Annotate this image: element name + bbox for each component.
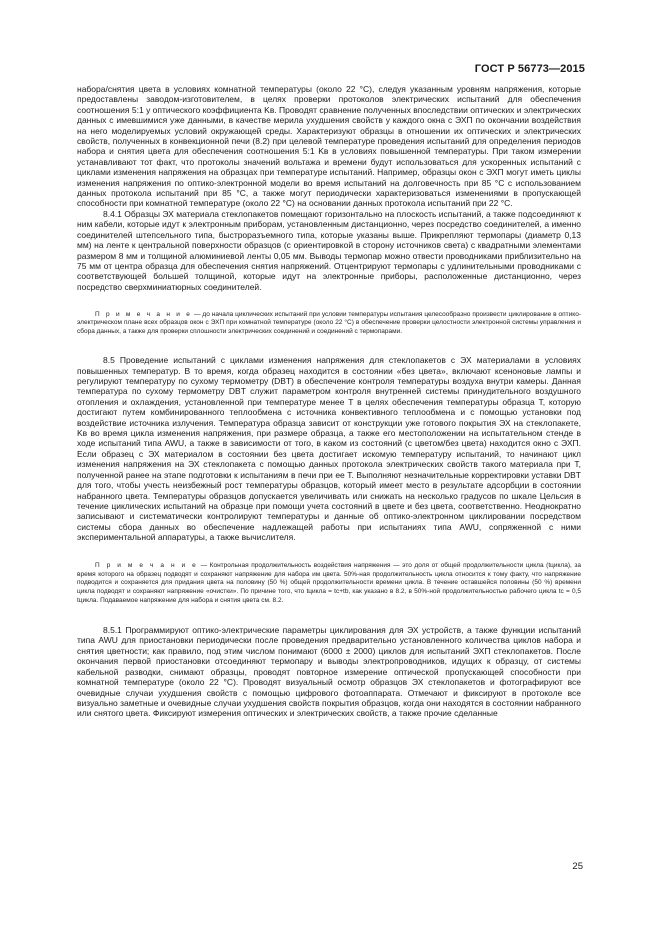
document-body (77, 84, 581, 719)
paragraph-8-4-1: 8.4.1 Образцы ЭХ материала стеклопакетов помещают горизонтально на плоскость испытаний, а также подсоединяют к ним кабели, которые идут к электронным приборам, установленным дистанционно, через посредство соединителей, а именно соединителей штепсельного типа, быстроразъемного типа, которые указаны выше. Прикрепляют термопары (диаметр 0,13 мм) на ленте к центральной поверхности образцов (с ориентировкой в сторону источников света) с квадратными элементами размером 8 мм и толщиной алюминиевой ленты 0,05 мм. Выводы термопар можно отвести проводниками приблизительно на 75 мм от центра образца для обеспечения снятия напряжений. Отцентрируют термопары с удлинительными проводниками с соответствующей большей толщиной, которые идут на электронные приборы, расположенные дистанционно, через посредство сверхминиатюрных соединителей. (77, 208, 581, 292)
page-number: 25 (572, 861, 583, 872)
note-2-text: — Контрольная продолжительность воздействия напряжения — это доля от общей продолжительности цикла (tцикла), за время которого на образец подводят и сохраняют напряжение для набора им цвета. 50%-ная продолжительность цикла относится к тому факту, что напряжение подводится и сохраняется для придания цвета на половину (50 %) общей продолжительности времени цикла. В течение оставшейся половины (50 %) времени цикла подводят и сохраняют напряжение «очистки». По причине того, что tцикла = tс+tb, как указано в 8.2, в 50%-ной продолжительностью рабочего цикла tс = 0,5 tцикла. Подаваемое напряжение для набора и снятия цвета см. 8.2. (77, 562, 581, 604)
paragraph-8-5-1: 8.5.1 Программируют оптико-электрические параметры циклирования для ЭХ устройств, а также функции испытаний типа AWU для приостановки периодически после проведения предварительно установленного количества циклов набора и снятия цветности; как правило, под этим числом понимают (6000 ± 2000) циклов для испытаний ЭХП стеклопакетов. После окончания первой приостановки отсоединяют термопару и выводы электропроводников, идущих к образцу, от системы кабельной разводки, снимают образцы, проводят повторное измерение оптической пропускающей способности при комнатной температуре (около 22 °С). Проводят визуальный осмотр образцов ЭХ стеклопакетов и фотографируют все очевидные случаи ухудшения свойств с помощью цифрового фотоаппарата. Отмечают и фиксируют в протоколе все визуально заметные и очевидные случаи ухудшения свойств покрытия образцов, когда они находятся в состоянии набранного или снятого цвета. Фиксируют измерения оптических и электрических свойств, а также прочие сделанные (77, 625, 582, 719)
note-2 (77, 562, 581, 606)
note-2-label: П р и м е ч а н и е (95, 562, 198, 570)
paragraph-8-5: 8.5 Проведение испытаний с циклами изменения напряжения для стеклопакетов с ЭХ материалами в условиях повышенных температур. В то время, когда образец находится в состоянии «без цвета», включают ксеноновые лампы и регулируют температуру по сухому термометру (DBT) в обеспечение контроля температуры воздуха внутри камеры. Данная температура по сухому термометру DBT служит параметром контроля внутренней системы принудительного воздушного отопления и охлаждения, установленной при температуре менее Т в целях обеспечения температуры образца Т, которую достигают путем комбинированного теплообмена с источника конвективного теплообмена и с помощью установки под воздействие источника излучения. Температура образца зависит от конструкции уже готового покрытия ЭХ на стеклопакете, Kв во время цикла изменения напряжения, при размере образца, а также его местоположении на испытательном стенде в ходе испытаний типа AWU, а также в зависимости от того, в каком из состояний (с цветом/без цвета) находится окно с ЭХП. Если образец с ЭХ материалом в состоянии без цвета достигает искомую температуру испытаний, то начинают цикл изменения напряжения на ЭХ стеклопакета с помощью данных протокола электрических свойств такого материала при Т, полученной ранее на этапе подготовки к испытаниям в печи при ее Т. Выполняют незначительные корректировки уставки DBT для того, чтобы учесть неизбежный рост температуры образцов, который имеет место в результате адсорбции в состоянии набранного цвета. Температуры образцов допускается увеличивать или снижать на несколько градусов по шкале Цельсия в течение циклических испытаний на образце при помощи учета состояний в цвете и без цвета, соответственно. Неоднократно записывают и систематически контролируют температуры и данные об оптико-электронном циклировании посредством системы сбора данных во обеспечение надлежащей работы при испытаниях типа AWU, сопряженной с ними экспериментальной аппаратуры, а также вычислителя. (77, 355, 581, 543)
note-1-label: П р и м е ч а н и е (95, 310, 193, 318)
note-1 (77, 311, 581, 337)
paragraph-continuation: набора/снятия цвета в условиях комнатной температуры (около 22 °С), следуя указанным уровням напряжения, которые предоставлены заводом-изготовителем, в целях проверки протоколов электрических испытаний для обеспечения соотношения 5:1 у оптического коэффициента Kв. Проводят сравнение полученных впоследствии оптических и электрических данных с имевшимися уже данными, в качестве мерила ухудшения свойств у каждого окна с ЭХП по окончании воздействия на него моделируемых условий окружающей среды. Характеризуют образцы в отношении их оптических и электрических свойств, полученных в конвекционной печи (8.2) при целевой температуре проведения испытаний для определения периодов набора и снятия цвета для обеспечения соотношения 5:1 Kв в условиях повышенной температуры. При таком измерении устанавливают тот факт, что протоколы значений вольтажа и времени будут использоваться для ускоренных испытаний с циклами изменения напряжения на образцах при температуре испытаний. Например, образцы окон с ЭХП могут иметь циклы изменения напряжения по оптико-электронной модели во время испытаний на долговечность при 85 °С с использованием данных протокола испытаний при 85 °С, а также могут периодически характеризоваться изменениями в пропускающей способности при комнатной температуре (около 22 °С) на основании данных протокола испытаний при 22 °С. (77, 84, 581, 209)
standard-header: ГОСТ Р 56773—2015 (474, 63, 585, 75)
note-1-text: — до начала циклических испытаний при условии температуры испытания целесообразно произвести циклирование в оптико-электрическом плане всех образцов окон с ЭХП при комнатной температуре (около 22 °С) в обеспечение проверки целостности электронной системы управления и сбора данных, а также для проверки сплошности электрических соединений и соединений с термопарами. (77, 310, 581, 336)
